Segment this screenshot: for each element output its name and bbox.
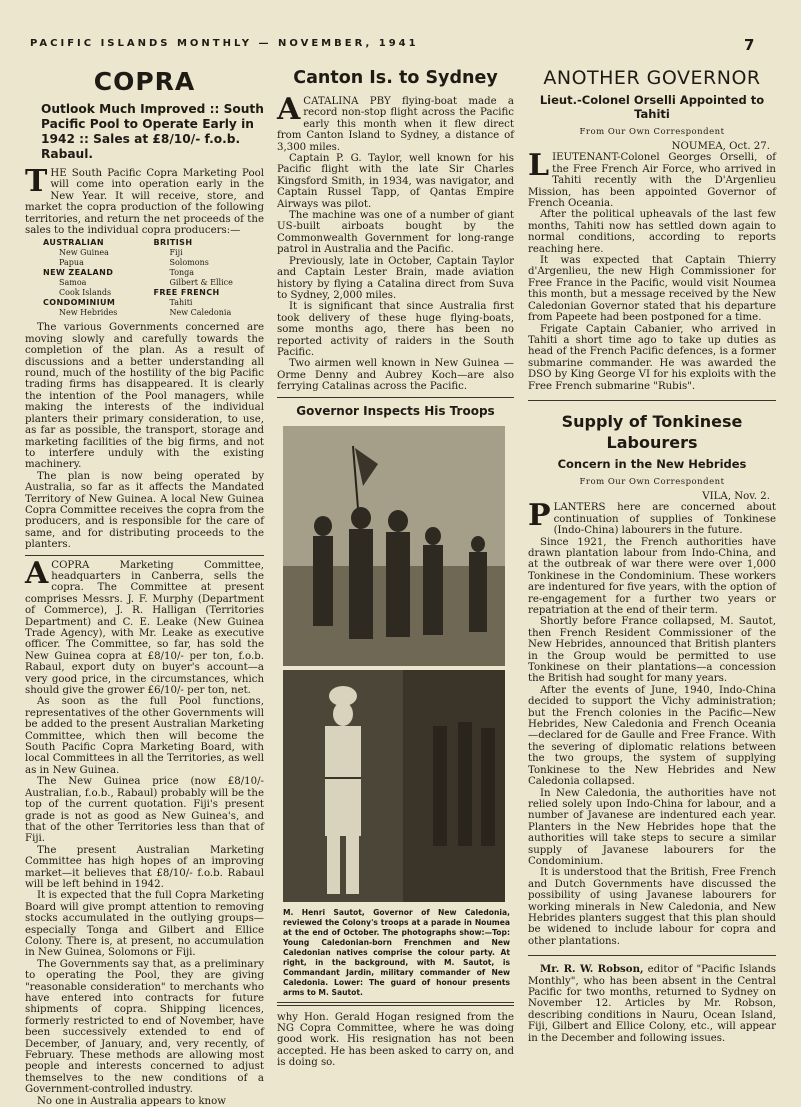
producer-territory: Solomons — [169, 258, 209, 268]
drop-cap: L — [528, 148, 550, 184]
parade-photo-illustration — [283, 426, 505, 902]
divider — [277, 1002, 514, 1006]
canton-para: It is significant that since Australia first took delivery of these huge flying-boats, some months ago, there has been no reported activity of raiders in the South Pacific. — [277, 301, 514, 358]
producer-territory: Gilbert & Ellice — [169, 278, 233, 288]
column-canton — [277, 62, 514, 1069]
copra-para: The present Australian Marketing Committee has high hopes of an improving market—it believes that £8/10/- f.o.b. Rabaul will be left behind in 1942. — [25, 844, 264, 890]
drop-cap: P — [528, 498, 551, 534]
canton-para: Captain P. G. Taylor, well known for his Pacific flight with the late Sir Charles Kingsford Smith, in 1934, was navigator, and Captain Russel Tapp, of Qantas Empire Airways was pilot. — [277, 153, 514, 210]
divider — [25, 555, 264, 556]
producer-territory: New Caledonia — [169, 308, 232, 318]
producer-territory: Papua — [59, 258, 84, 268]
producer-region: AUSTRALIAN — [43, 238, 104, 248]
canton-para: Previously, late in October, Captain Taylor and Captain Lester Brain, made aviation history by flying a Catalina direct from Suva to Sydney, 2,000 miles. — [277, 255, 514, 301]
governor-para: LIEUTENANT-Colonel Georges Orselli, of the Free French Air Force, who arrived in Tahiti recently with the D'Argenlieu Mission, has been appointed Governor of French Oceania. — [528, 148, 776, 210]
copra-title: COPRA — [93, 67, 196, 96]
correspondent-credit: From Our Own Correspondent — [579, 476, 725, 487]
producer-region: CONDOMINIUM — [43, 298, 116, 308]
canton-para: Two airmen well known in New Guinea —Orme Denny and Aubrey Koch—are also ferrying Catalinas across the Pacific. — [277, 358, 514, 393]
copra-para: The New Guinea price (now £8/10/- Australian, f.o.b., Rabaul) probably will be the top of the current quotation. Fiji's present grade is not as good as New Guinea's, and that of the other Territories less than that of Fiji. — [25, 776, 264, 845]
supply-title: Supply of Tonkinese Labourers — [561, 411, 743, 452]
copra-para: The Governments say that, as a preliminary to operating the Pool, they are giving "reasonable consideration" to merchants who have entered into contracts for future shipments of copra. Shipping licences, formerly restricted to end of November, have been successively extended to end of December, of January, and, very recently, of February. These methods are allowing most people and interests concerned to adjust themselves to the new conditions of a Government-controlled industry. — [25, 958, 264, 1096]
producers-left — [43, 238, 154, 318]
governor-subtitle: Lieut.-Colonel Orselli Appointed to Tahiti — [539, 93, 765, 121]
producer-territory: Samoa — [59, 278, 87, 288]
copra-para: The various Governments concerned are moving slowly and carefully towards the completion of the plan. As a result of discussions and a better understanding all round, much of the hostility of the big Pacific trading firms has disappeared. It is clearly the intention of the Pool managers, while making the interests of the individual planters their primary consideration, to use, as far as possible, the transport, storage and marketing facilities of the big firms, and not to interfere unduly with the existing machinery. — [25, 322, 264, 471]
dateline: NOUMEA, Oct. 27. — [671, 141, 770, 152]
divider — [277, 397, 514, 398]
canton-para: The machine was one of a number of giant US-built airboats bought by the Commonwealth Government for long-range patrol in Australia and the Pacific. — [277, 210, 514, 256]
divider — [528, 400, 776, 401]
copra-para: No one in Australia appears to know — [37, 1095, 226, 1107]
copra-producers-list — [43, 238, 264, 318]
producer-territory: New Guinea — [59, 248, 109, 258]
canton-title: Canton Is. to Sydney — [293, 68, 498, 88]
copra-para: As soon as the full Pool functions, representatives of the other Governments will be added to the present Australian Marketing Committee, which then will become the South Pacific Copra Marketing Board, with local Committees in all the Territories, as well as in New Guinea. — [25, 696, 264, 776]
canton-para: ACATALINA PBY flying-boat made a record non-stop flight across the Pacific early this month when it flew direct from Canton Island to Sydney, a distance of 3,300 miles. — [277, 92, 514, 153]
producer-territory: New Hebrides — [59, 308, 118, 318]
supply-para: It is understood that the British, Free French and Dutch Governments have discussed the possibility of using Javanese labourers for working minerals in New Caledonia, and New Hebrides planters suggest that this plan should be widened to include labour for copra and other plantations. — [528, 867, 776, 947]
parade-photographs — [283, 426, 505, 902]
correspondent-credit: From Our Own Correspondent — [579, 127, 725, 137]
supply-para: Shortly before France collapsed, M. Sautot, then French Resident Commissioner of the New Hebrides, announced that British planters in the Group would be permitted to use Tonkinese on their plantations—a concession the British had sought for many years. — [528, 616, 776, 685]
copra-deck: Outlook Much Improved :: South Pacific Pool to Operate Early in 1942 :: Sales at £8/10/- f.o.b. Rabaul. — [41, 102, 264, 161]
supply-para: After the events of June, 1940, Indo-China decided to support the Vichy administration; but the French colonies in the Pacific—New Hebrides, New Caledonia and French Oceania—declared for de Gaulle and Free France. With the severing of diplomatic relations between the two groups, the system of supplying Tonkinese to the New Hebrides and New Caledonia collapsed. — [528, 684, 776, 788]
page-number: 7 — [744, 36, 755, 54]
copra-para: The plan is now being operated by Australia, so far as it affects the Mandated Territory of New Guinea. A local New Guinea Copra Committee receives the copra from the producers, and is responsible for the care of same, and for distributing proceeds to the planters. — [25, 470, 264, 551]
governor-para: It was expected that Captain Thierry d'Argenlieu, the new High Commissioner for Free France in the Pacific, would visit Noumea this month, but a message received by the New Caledonian Governor stated that his departure from Papeete had been postponed for a time. — [528, 255, 776, 324]
governor-para: Frigate Captain Cabanier, who arrived in Tahiti a short time ago to take up duties as head of the French Pacific defences, is a former submarine commander. He was awarded the DSO by King George VI for his exploits with the Free French submarine "Rubis". — [528, 323, 776, 392]
dateline: VILA, Nov. 2. — [702, 490, 770, 502]
governor-para: After the political upheavals of the last few months, Tahiti now has settled down again to normal conditions, according to reports reaching here. — [528, 209, 776, 255]
producer-territory: Cook Islands — [59, 288, 112, 298]
supply-subtitle: Concern in the New Hebrides — [557, 456, 747, 471]
governor-title: ANOTHER GOVERNOR — [543, 67, 761, 89]
producer-territory: Tahiti — [169, 298, 193, 308]
copra-continuation: why Hon. Gerald Hogan resigned from the NG Copra Committee, where he was doing good work. His resignation has not been accepted. He has been asked to carry on, and is doing so. — [277, 1011, 514, 1069]
supply-para: PLANTERS here are concerned about continuation of supplies of Tonkinese (Indo-China) labourers in the future. — [528, 498, 776, 537]
divider — [528, 955, 776, 956]
producer-region: FREE FRENCH — [153, 288, 220, 298]
drop-cap: T — [25, 164, 48, 199]
photo-title: Governor Inspects His Troops — [296, 403, 495, 418]
drop-cap: A — [277, 92, 301, 127]
producer-territory: Fiji — [169, 248, 183, 258]
copra-para: It is expected that the full Copra Marketing Board will give prompt attention to removing stocks accumulated in the outlying groups—especially Tonga and Gilbert and Ellice Colony. There is, at present, no accumulation in New Guinea, Solomons or Fiji. — [25, 890, 264, 959]
copra-para: ACOPRA Marketing Committee, headquarters in Canberra, sells the copra. The Committee at present comprises Messrs. J. F. Murphy (Department of Commerce), J. R. Halligan (Territories Department) and C. E. Leake (New Guinea Trade Agency), with Mr. Leake as executive officer. The Committee, so far, has sold the New Guinea copra at £8/10/- per ton, f.o.b. Rabaul, export duty on buyer's account—a very good price, in the circumstances, which should give the grower £6/10/- per ton, net. — [25, 555, 264, 697]
photo-caption: M. Henri Sautot, Governor of New Caledonia, reviewed the Colony's troops at a parade in Noumea at the end of October. The photographs show:—Top: Young Caledonian-born Frenchmen and New Caledonian natives comprise the colour party. At right, in the background, with M. Sautot, is Commandant Jardin, military commander of New Caledonia. Lower: The guard of honour presents arms to M. Sautot. — [283, 907, 510, 997]
supply-para: Since 1921, the French authorities have drawn plantation labour from Indo-China, and at the outbreak of war there were over 1,000 Tonkinese in the Condominium. These workers are indentured for five years, with the option of re-engagement for a further two years or repatriation at the end of their term. — [528, 536, 776, 616]
copra-intro: THE South Pacific Copra Marketing Pool will come into operation early in the New Year. It will receive, store, and market the copra production of the following territories, and return the net proceeds of the sales to the individual copra producers:— — [25, 164, 264, 237]
drop-cap: A — [25, 555, 49, 591]
producer-region: BRITISH — [153, 238, 193, 248]
running-title: PACIFIC ISLANDS MONTHLY — NOVEMBER, 1941 — [30, 38, 419, 49]
supply-para: In New Caledonia, the authorities have not relied solely upon Indo-China for labour, and a number of Javanese are indentured each year. Planters in the New Hebrides hope that the authorities will take steps to secure a similar supply of Javanese labourers for the Condominium. — [528, 787, 776, 867]
producer-region: NEW ZEALAND — [43, 268, 114, 278]
robson-note: Mr. R. W. Robson, editor of "Pacific Islands Monthly", who has been absent in the Central Pacific for two months, returned to Sydney on November 12. Articles by Mr. Robson, describing conditions in Nauru, Ocean Island, Fiji, Gilbert and Ellice Colony, etc., will appear in the December and following issues. — [528, 963, 776, 1044]
column-governor — [528, 62, 776, 1062]
producer-territory: Tonga — [169, 268, 195, 278]
column-copra — [25, 62, 264, 1107]
producers-right — [154, 238, 265, 318]
